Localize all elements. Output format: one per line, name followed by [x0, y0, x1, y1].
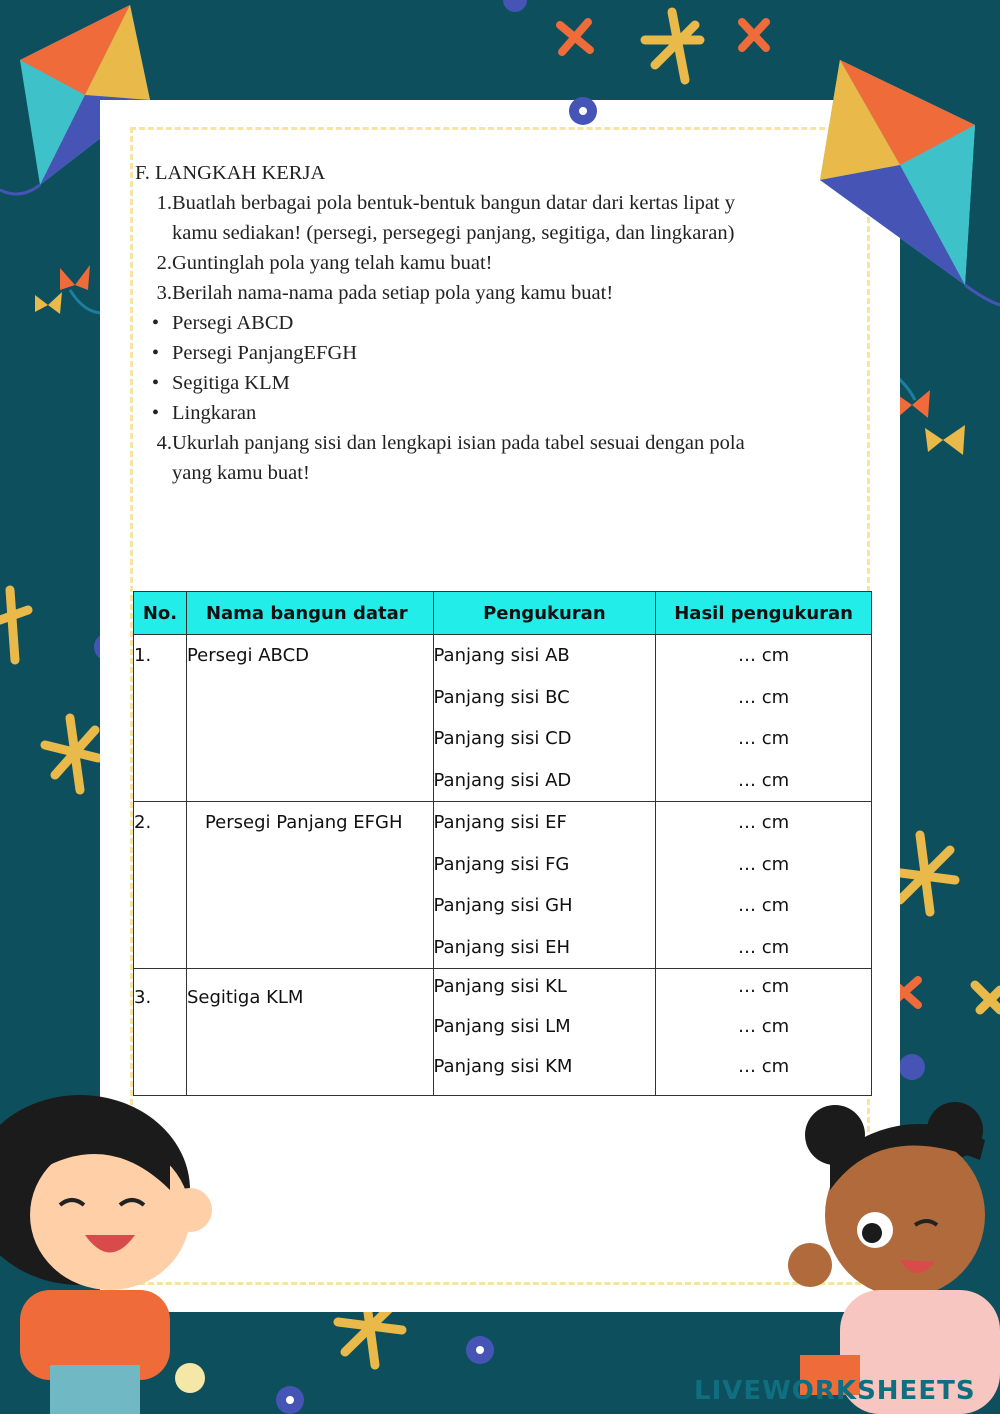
instructions — [135, 158, 835, 488]
step-item — [135, 188, 835, 218]
measurement-table — [133, 591, 872, 1096]
result-field[interactable]: … cm — [738, 853, 790, 875]
shape-name: Segitiga KLM — [186, 987, 304, 1008]
result-field[interactable]: … cm — [738, 976, 790, 997]
header-no: No. — [134, 592, 187, 635]
step-text: Guntinglah pola yang telah kamu buat! — [172, 252, 493, 274]
bullet-item — [135, 398, 835, 428]
row-number: 3. — [134, 987, 152, 1008]
table-row — [134, 969, 872, 1096]
section-heading: F. LANGKAH KERJA — [135, 162, 326, 184]
bullet-item — [135, 308, 835, 338]
step-item — [135, 248, 835, 278]
measurement-label: Panjang sisi BC — [433, 686, 570, 708]
boy-character-icon — [788, 1102, 1000, 1414]
bullet-icon: • — [151, 372, 160, 394]
step-item — [135, 458, 835, 488]
measurement-label: Panjang sisi CD — [433, 728, 572, 749]
kite-top-right-icon — [820, 60, 975, 285]
row-number: 1. — [134, 645, 152, 666]
measurement-label: Panjang sisi FG — [433, 853, 570, 875]
measurement-label: Panjang sisi EH — [433, 936, 570, 958]
watermark: LIVEWORKSHEETS — [694, 1376, 976, 1406]
bullet-icon: • — [151, 312, 160, 334]
measurement-label: Panjang sisi GH — [433, 895, 573, 916]
measurement-label: Panjang sisi AD — [433, 769, 572, 791]
dot-icon — [569, 97, 597, 125]
bullet-item — [135, 368, 835, 398]
measurement-label: Panjang sisi KL — [433, 976, 567, 997]
girl-character-icon — [0, 1095, 212, 1414]
result-field[interactable]: … cm — [738, 686, 790, 708]
bullet-text: Persegi PanjangEFGH — [172, 342, 358, 364]
step-text: Buatlah berbagai pola bentuk-bentuk bangun datar dari kertas lipat y — [172, 192, 735, 214]
bullet-text: Persegi ABCD — [172, 312, 294, 334]
step-item — [135, 278, 835, 308]
measurement-label: Panjang sisi LM — [433, 1016, 571, 1037]
step-text: kamu sediakan! (persegi, persegegi panjang, segitiga, dan lingkaran) — [172, 222, 735, 244]
header-result: Hasil pengukuran — [656, 592, 872, 635]
header-measurement: Pengukuran — [433, 592, 656, 635]
result-field[interactable]: … cm — [738, 1056, 790, 1077]
step-number: 4. — [156, 432, 172, 454]
table-header-row — [134, 592, 872, 635]
measurement-label: Panjang sisi KM — [433, 1056, 573, 1077]
step-text: yang kamu buat! — [172, 462, 310, 484]
step-item — [135, 218, 835, 248]
measurement-label: Panjang sisi EF — [433, 812, 567, 833]
result-field[interactable]: … cm — [738, 1016, 790, 1037]
step-text: Ukurlah panjang sisi dan lengkapi isian pada tabel sesuai dengan pola — [172, 432, 745, 454]
result-field[interactable]: … cm — [738, 936, 790, 958]
table-row — [134, 635, 872, 802]
result-field[interactable]: … cm — [738, 645, 790, 666]
step-number: 3. — [156, 282, 172, 304]
result-field[interactable]: … cm — [738, 728, 790, 749]
bullet-icon: • — [151, 342, 160, 364]
result-field[interactable]: … cm — [738, 895, 790, 916]
bullet-text: Segitiga KLM — [172, 372, 290, 394]
step-number — [135, 218, 172, 248]
shape-name: Persegi Panjang EFGH — [204, 812, 403, 833]
step-number: 1. — [156, 192, 172, 214]
bullet-item — [135, 338, 835, 368]
step-item — [135, 428, 835, 458]
bullet-icon: • — [151, 402, 160, 424]
shape-name: Persegi ABCD — [186, 645, 309, 666]
measurement-label: Panjang sisi AB — [433, 645, 570, 666]
row-number: 2. — [134, 812, 152, 833]
bullet-text: Lingkaran — [172, 402, 257, 424]
step-text: Berilah nama-nama pada setiap pola yang kamu buat! — [172, 282, 614, 304]
header-name: Nama bangun datar — [186, 592, 433, 635]
result-field[interactable]: … cm — [738, 812, 790, 833]
table-row — [134, 802, 872, 969]
result-field[interactable]: … cm — [738, 769, 790, 791]
step-number: 2. — [156, 252, 172, 274]
